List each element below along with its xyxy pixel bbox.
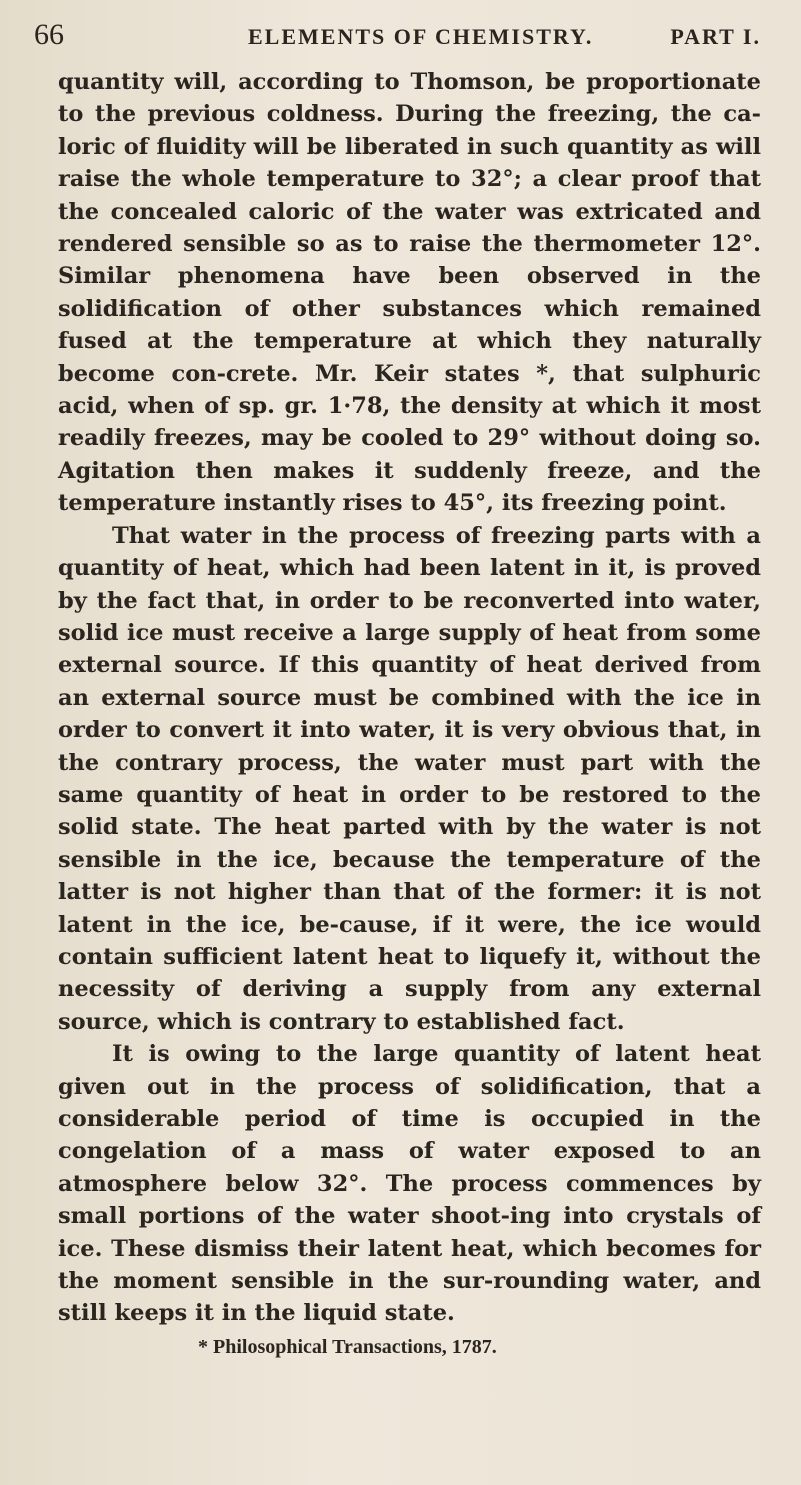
running-title: ELEMENTS OF CHEMISTRY. <box>248 24 594 49</box>
paragraph-2: That water in the process of freezing parts with a quantity of heat, which had been latent in it, is proved by the fact that, in order to be reconverted into water, solid ice must receive a large supply of heat from some external source. If this quantity of heat derived from an external source must be combined with the ice in order to convert it into water, it is very obvious that, in the contrary process, the water must part with the same quantity of heat in order to be restored to the solid state. The heat parted with by the water is not sensible in the ice, because the temperature of the latter is not higher than that of the former: it is not latent in the ice, be-cause, if it were, the ice would contain sufficient latent heat to liquefy it, without the necessity of deriving a supply from any external source, which is contrary to established fact. <box>58 522 761 1035</box>
part-label: PART I. <box>670 24 761 49</box>
page-header <box>34 18 761 66</box>
page-number: 66 <box>34 18 64 51</box>
paragraph-3: It is owing to the large quantity of latent heat given out in the process of solidification, that a considerable period of time is occupied in the congelation of a mass of water exposed to an atmosphere below 32°. The process commences by small portions of the water shoot-ing into crystals of ice. These dismiss their latent heat, which becomes for the moment sensible in the sur-rounding water, and still keeps it in the liquid state. <box>58 1041 761 1327</box>
paragraph-1: quantity will, according to Thomson, be proportionate to the previous coldness. During the freezing, the ca-loric of fluidity will be liberated in such quantity as will raise the whole temperature to 32°; a clear proof that the concealed caloric of the water was extricated and rendered sensible so as to raise the thermometer 12°. Similar phenomena have been observed in the solidification of other substances which remained fused at the temperature at which they naturally become con-crete. Mr. Keir states *, that sulphuric acid, when of sp. gr. 1·78, the density at which it most readily freezes, may be cooled to 29° without doing so. Agitation then makes it suddenly freeze, and the temperature instantly rises to 45°, its freezing point. <box>58 69 761 517</box>
body-text <box>58 66 761 1330</box>
footnote: * Philosophical Transactions, 1787. <box>198 1335 497 1358</box>
